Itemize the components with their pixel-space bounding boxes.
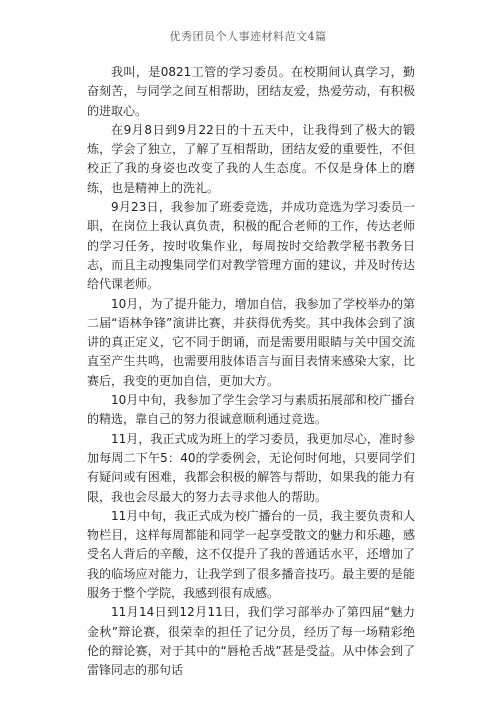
paragraph: 在9月8日到9月22日的十五天中，让我得到了极大的锻炼，学会了独立，了解了互相帮助，团结友爱的重要性，不但校正了我的身姿也改变了我的人生态度。不仅是身体上的磨练，也是精神上的洗礼。 [87, 122, 415, 195]
paragraph: 10月中旬，我参加了学生会学习与素质拓展部和校广播台的精选，靠自己的努力很诚意顺利通过竞选。 [87, 393, 415, 427]
paragraph: 9月23日，我参加了班委竞选，并成功竞选为学习委员一职，在岗位上我认真负责，积极的配合老师的工作，传达老师的学习任务，按时收集作业，每周按时交给教学秘书教务日志，而且主动搜集同学们对教学管理方面的建议，并及时传达给代课老师。 [87, 200, 415, 292]
paragraph: 11月，我正式成为班上的学习委员，我更加尽心，准时参加每周二下午5：40的学委例会，无论何时何地，只要同学们有疑问或有困难，我都会积极的解答与帮助，如果我的能力有限，我也会尽最大的努力去寻求他人的帮助。 [87, 431, 415, 504]
document-body [87, 63, 415, 681]
paragraph: 10月，为了提升能力，增加自信，我参加了学校举办的第二届“语林争锋”演讲比赛，并获得优秀奖。其中我体会到了演讲的真正定义，它不同于朗诵，而是需要用眼睛与关中国交流直至产生共鸣，也需要用肢体语言与面目表情来感染大家，比赛后，我变的更加自信，更加大方。 [87, 296, 415, 388]
document-title: 优秀团员个人事迹材料范文4篇 [169, 30, 327, 43]
paragraph: 11月中旬，我正式成为校广播台的一员，我主要负责和人物栏目，这样每周都能和同学一起享受散文的魅力和乐趣，感受名人背后的辛酸，这不仅提升了我的普通话水平，还增加了我的临场应对能力，让我学到了很多播音技巧。最主要的是能服务于整个学院，我感到很有成感。 [87, 508, 415, 601]
paragraph: 我叫，是0821工管的学习委员。在校期间认真学习，勤奋刻苦，与同学之间互相帮助，团结友爱，热爱劳动，有积极的进取心。 [87, 65, 415, 118]
paragraph: 11月14日到12月11日，我们学习部举办了第四届“魅力金秋”辩论赛，很荣幸的担任了记分员，经历了每一场精彩绝伦的辩论赛，对于其中的“唇枪舌战”甚是受益。从中体会到了雷锋同志的那句话 [87, 605, 415, 678]
